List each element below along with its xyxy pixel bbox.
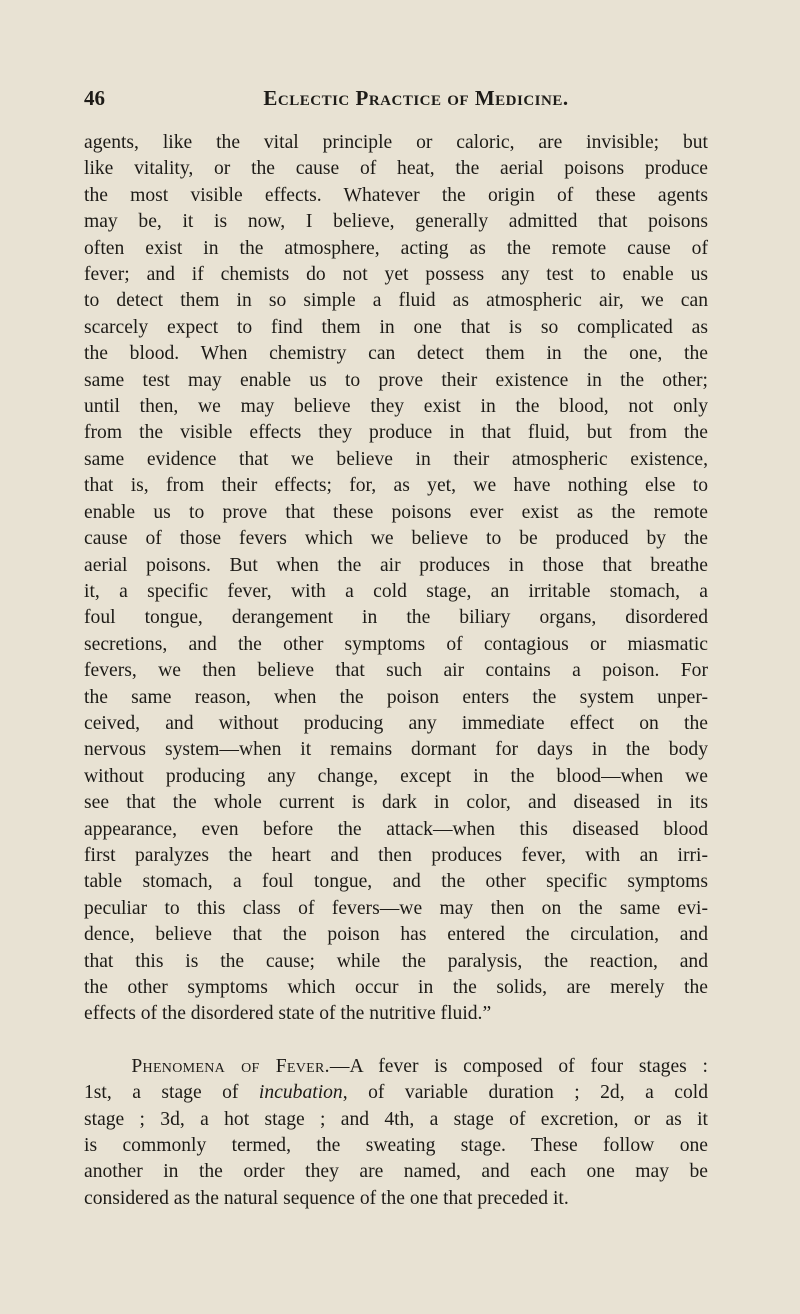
text-span: 1st, a stage of <box>84 1082 259 1104</box>
text-line: secretions, and the other symptoms of contagious or miasmatic <box>84 633 708 655</box>
text-line: until then, we may believe they exist in the blood, not only <box>84 396 708 418</box>
text-line: enable us to prove that these poisons ever exist as the remote <box>84 501 708 523</box>
text-line: stage ; 3d, a hot stage ; and 4th, a stage of excretion, or as it <box>84 1108 708 1130</box>
section-run-in-heading: Phenomena of Fever. <box>131 1055 330 1077</box>
text-line: appearance, even before the attack—when this diseased blood <box>84 818 708 840</box>
text-line: scarcely expect to find them in one that is so complicated as <box>84 316 708 338</box>
text-line: that this is the cause; while the paralysis, the reaction, and <box>84 950 708 972</box>
text-line: without producing any change, except in the blood—when we <box>84 765 708 787</box>
text-line: table stomach, a foul tongue, and the other specific symptoms <box>84 871 708 893</box>
text-line: that is, from their effects; for, as yet, we have nothing else to <box>84 475 708 497</box>
text-line: foul tongue, derangement in the biliary organs, disordered <box>84 607 708 629</box>
text-line: ceived, and without producing any immediate effect on the <box>84 712 708 734</box>
text-line <box>84 1054 708 1080</box>
text-line: fever; and if chemists do not yet possess any test to enable us <box>84 264 708 286</box>
text-line: effects of the disordered state of the nutritive fluid.” <box>84 1003 492 1025</box>
text-line: the most visible effects. Whatever the origin of these agents <box>84 184 708 206</box>
text-line: aerial poisons. But when the air produces in those that breathe <box>84 554 708 576</box>
running-head <box>84 86 708 116</box>
text-line: peculiar to this class of fevers—we may then on the same evi- <box>84 897 708 919</box>
text-line: is commonly termed, the sweating stage. These follow one <box>84 1135 708 1157</box>
text-line: same test may enable us to prove their existence in the other; <box>84 369 708 391</box>
text-line: it, a specific fever, with a cold stage, an irritable stomach, a <box>84 580 708 602</box>
text-line: nervous system—when it remains dormant for days in the body <box>84 739 708 761</box>
text-span: —A fever is composed of four stages : <box>329 1055 708 1077</box>
text-line: the blood. When chemistry can detect them in the one, the <box>84 343 708 365</box>
text-line: from the visible effects they produce in that fluid, but from the <box>84 422 708 444</box>
text-line: like vitality, or the cause of heat, the aerial poisons produce <box>84 158 708 180</box>
text-line: cause of those fevers which we believe to be produced by the <box>84 528 708 550</box>
text-span: , of variable duration ; 2d, a cold <box>342 1082 708 1104</box>
text-line: see that the whole current is dark in color, and diseased in its <box>84 792 708 814</box>
text-line: the other symptoms which occur in the solids, are merely the <box>84 977 708 998</box>
text-line: fevers, we then believe that such air contains a poison. For <box>84 660 708 682</box>
text-line: may be, it is now, I believe, generally admitted that poisons <box>84 211 708 233</box>
paragraph-gap <box>84 1028 708 1054</box>
paragraph-quoted-passage <box>84 130 708 1028</box>
text-line: first paralyzes the heart and then produces fever, with an irri- <box>84 844 708 866</box>
text-line: considered as the natural sequence of the one that preceded it. <box>84 1187 569 1209</box>
text-line: same evidence that we believe in their atmospheric existence, <box>84 448 708 470</box>
text-line: often exist in the atmosphere, acting as the remote cause of <box>84 237 708 259</box>
text-line: another in the order they are named, and each one may be <box>84 1161 708 1183</box>
running-head-title: Eclectic Practice of Medicine. <box>263 86 569 110</box>
text-line: dence, believe that the poison has entered the circulation, and <box>84 924 708 946</box>
text-line: to detect them in so simple a fluid as atmospheric air, we can <box>84 290 708 312</box>
emphasis-term: incubation <box>258 1082 343 1104</box>
text-line <box>84 1080 708 1106</box>
text-line: the same reason, when the poison enters the system unper- <box>84 686 708 708</box>
body-text <box>84 130 708 1212</box>
page-number: 46 <box>84 86 105 110</box>
text-line: agents, like the vital principle or caloric, are invisible; but <box>84 132 708 153</box>
paragraph-phenomena-of-fever <box>84 1054 708 1212</box>
